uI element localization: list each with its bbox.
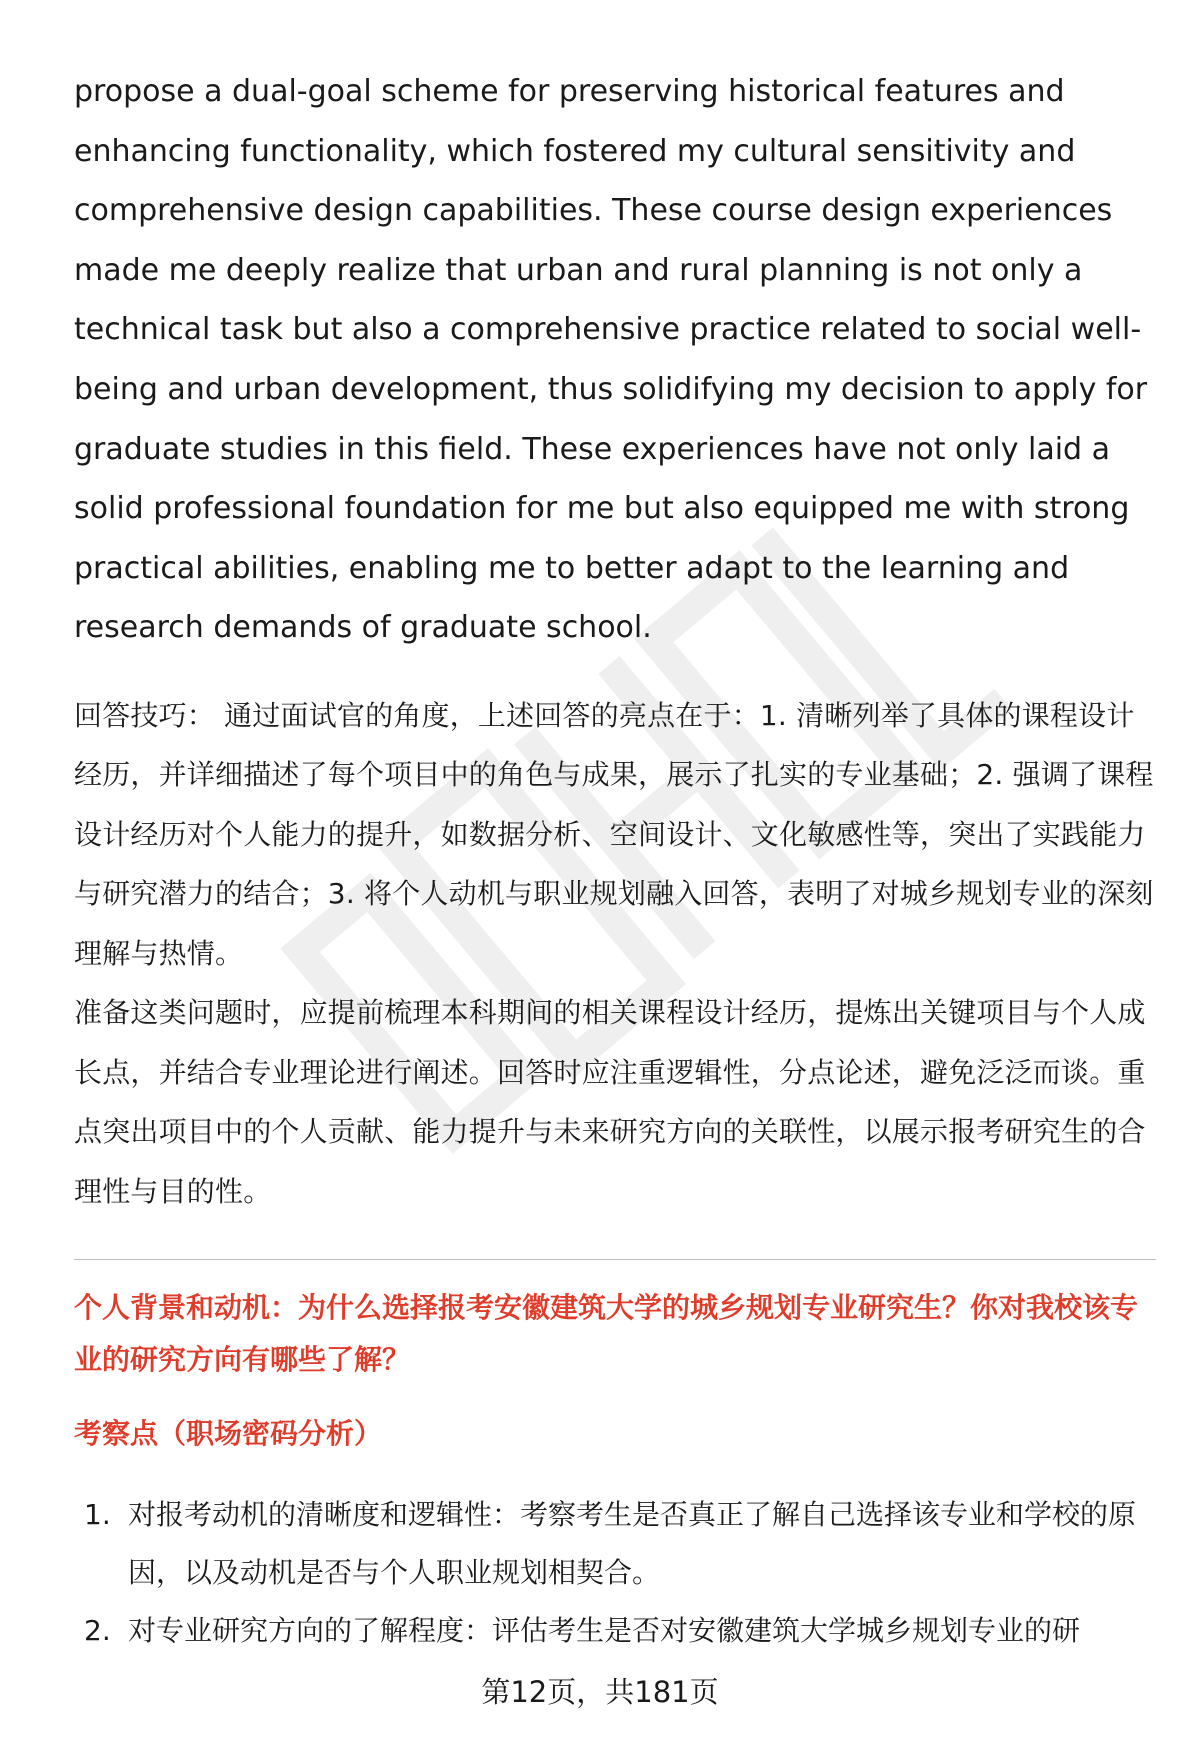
english-answer-paragraph: propose a dual-goal scheme for preserving historical features and enhancing functionality, which fostered my cultural sensitivity and comprehensive design capabilities. These course design experiences made me deeply realize that urban and rural planning is not only a technical task but also a comprehensive practice related to social well-being and urban development, thus solidifying my decision to apply for graduate studies in this field. These experiences have not only laid a solid professional foundation for me but also equipped me with strong practical abilities, enabling me to better adapt to the learning and research demands of graduate school. — [74, 74, 1148, 646]
page-number-footer: 第12页，共181页 — [481, 1675, 719, 1709]
interview-question: 个人背景和动机：为什么选择报考安徽建筑大学的城乡规划专业研究生？你对我校该专业的研究方向有哪些了解？ — [74, 1291, 1139, 1377]
list-item — [74, 1486, 1154, 1602]
list-item-text: 对报考动机的清晰度和逻辑性：考察考生是否真正了解自己选择该专业和学校的原因，以及动机是否与个人职业规划相契合。 — [128, 1498, 1137, 1590]
assessment-points-heading: 考察点（职场密码分析） — [74, 1417, 383, 1451]
list-item — [74, 1602, 1154, 1660]
list-item-number: 1. — [84, 1498, 111, 1532]
assessment-points-list — [74, 1486, 1154, 1660]
answer-tips-block — [74, 686, 1154, 1222]
list-item-number: 2. — [84, 1614, 111, 1648]
preparation-advice-paragraph: 准备这类问题时，应提前梳理本科期间的相关课程设计经历，提炼出关键项目与个人成长点，并结合专业理论进行阐述。回答时应注重逻辑性，分点论述，避免泛泛而谈。重点突出项目中的个人贡献、能力提升与未来研究方向的关联性，以展示报考研究生的合理性与目的性。 — [74, 996, 1146, 1208]
page-content — [74, 62, 1154, 1660]
list-item-text: 对专业研究方向的了解程度：评估考生是否对安徽建筑大学城乡规划专业的研 — [128, 1614, 1081, 1648]
answer-tips-paragraph: 回答技巧： 通过面试官的角度，上述回答的亮点在于：1. 清晰列举了具体的课程设计经历，并详细描述了每个项目中的角色与成果，展示了扎实的专业基础；2. 强调了课程设计经历对个人能力的提升，如数据分析、空间设计、文化敏感性等，突出了实践能力与研究潜力的结合；3. 将个人动机与职业规划融入回答，表明了对城乡规划专业的深刻理解与热情。 — [74, 698, 1154, 970]
section-divider — [74, 1259, 1156, 1260]
